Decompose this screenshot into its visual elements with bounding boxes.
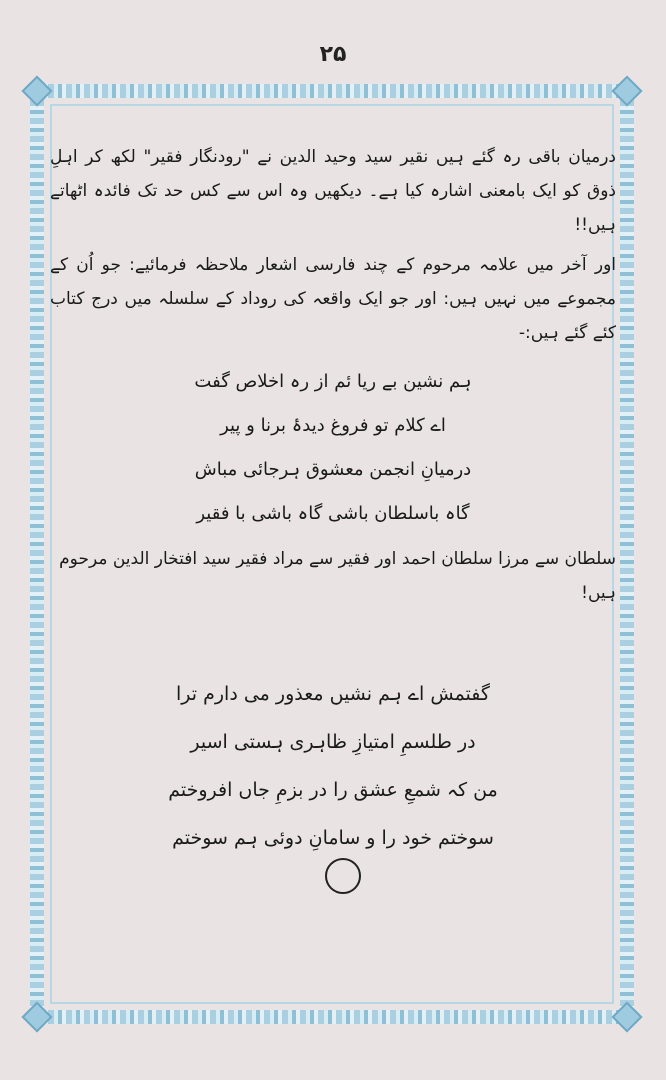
border-bottom xyxy=(30,1010,634,1024)
page-content xyxy=(50,140,616,862)
end-circle-icon xyxy=(325,858,361,894)
border-right xyxy=(620,84,634,1024)
paragraph: اور آخر میں علامہ مرحوم کے چند فارسی اشعار ملاحظہ فرمائیے: جو اُن کے مجموعے میں نہیں ہیں: اور جو ایک واقعہ کی روداد کے سلسلہ میں درج کتاب کئے گئے ہیں:- xyxy=(50,255,616,343)
verse-block xyxy=(50,360,616,536)
footnote-text: سلطان سے مرزا سلطان احمد اور فقیر سے مراد فقیر سید افتخار الدین مرحوم ہیں! xyxy=(59,549,616,603)
verse-block xyxy=(50,670,616,862)
corner-ornament-icon xyxy=(611,1001,642,1032)
verse-line: گفتمش اے ہم نشیں معذور می دارم ترا xyxy=(176,683,490,705)
corner-ornament-icon xyxy=(21,1001,52,1032)
verse-line: در طلسمِ امتیازِ ظاہری ہستی اسیر xyxy=(190,731,476,753)
page-number: ۲۵ xyxy=(319,42,347,67)
corner-ornament-icon xyxy=(21,75,52,106)
verse-line: درمیانِ انجمن معشوق ہرجائی مباش xyxy=(194,459,472,480)
verse-line: گاہ باسلطان باشی گاہ باشی با فقیر xyxy=(196,503,470,524)
verse-line: سوختم خود را و سامانِ دوئی ہم سوختم xyxy=(172,827,494,849)
border-top xyxy=(30,84,634,98)
corner-ornament-icon xyxy=(611,75,642,106)
border-left xyxy=(30,84,44,1024)
verse-line: اے کلام تو فروغ دیدۂ برنا و پیر xyxy=(220,415,446,436)
verse-line: من کہ شمعِ عشق را در بزمِ جاں افروختم xyxy=(168,779,498,801)
verse-line: ہم نشین بے ریا ئم از رہ اخلاص گفت xyxy=(194,371,472,392)
paragraph: درمیان باقی رہ گئے ہیں نقیر سید وحید الدین نے "رودنگار فقیر" لکھ کر اہلِ ذوق کو ایک بامعنی اشارہ کیا ہے۔ دیکھیں وہ اس سے کس حد تک فائدہ اٹھاتے ہیں!! xyxy=(50,147,616,235)
